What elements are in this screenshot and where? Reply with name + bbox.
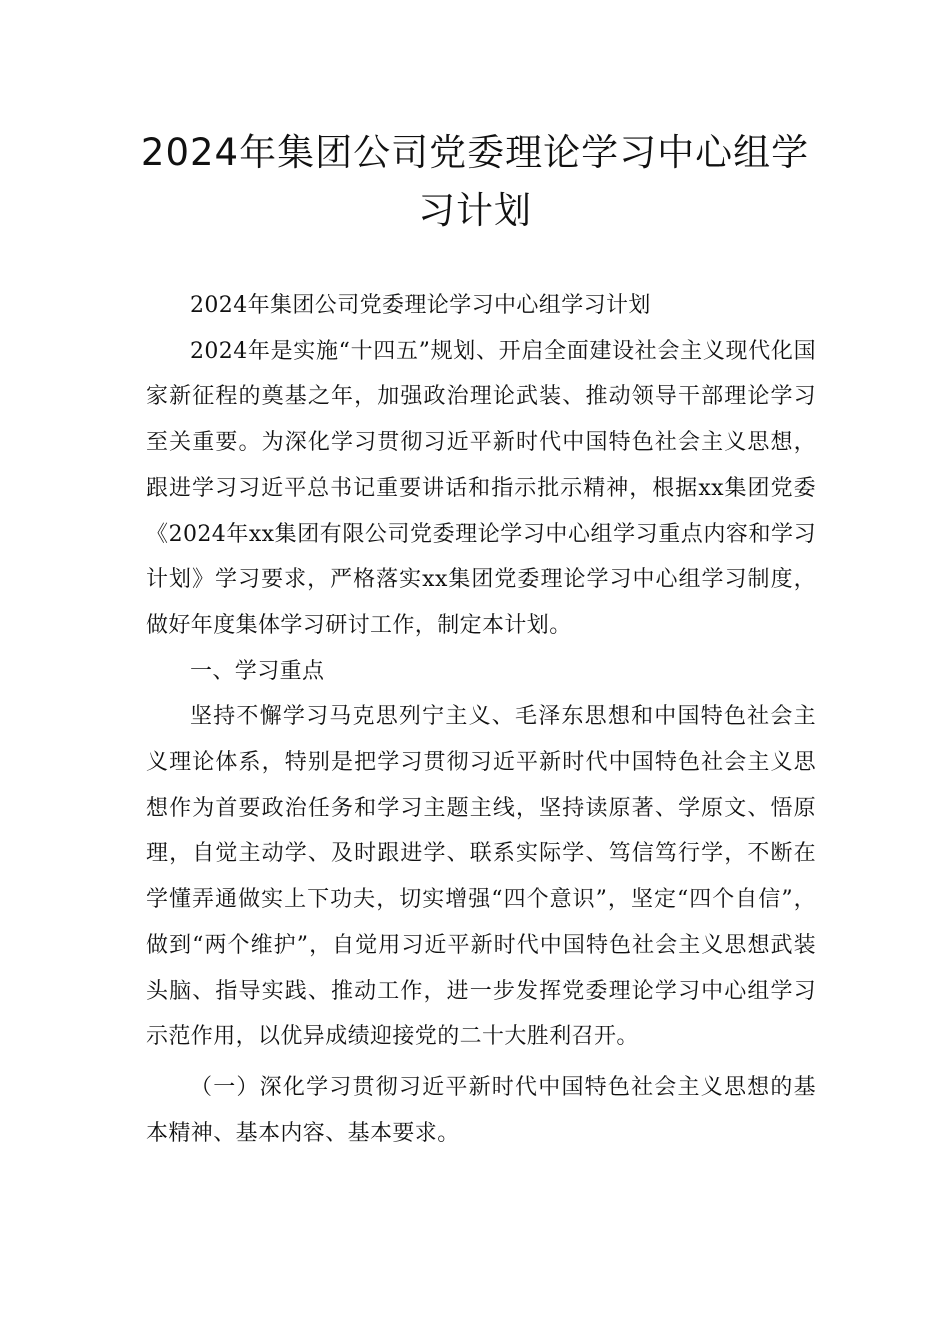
section-heading: 一、学习重点 (190, 658, 325, 684)
document-body (146, 283, 816, 1156)
subsection-heading: （一）深化学习贯彻习近平新时代中国特色社会主义思想的基本精神、基本内容、基本要求。 (146, 1074, 816, 1146)
title-line-2: 习计划 (418, 189, 532, 232)
document-title (120, 124, 830, 240)
subtitle-paragraph: 2024年集团公司党委理论学习中心组学习计划 (190, 293, 651, 318)
intro-paragraph: 2024年是实施“十四五”规划、开启全面建设社会主义现代化国家新征程的奠基之年，加强政治理论武装、推动领导干部理论学习至关重要。为深化学习贯彻习近平新时代中国特色社会主义思想，跟进学习习近平总书记重要讲话和指示批示精神，根据xx集团党委《2024年xx集团有限公司党委理论学习中心组学习重点内容和学习计划》学习要求，严格落实xx集团党委理论学习中心组学习制度，做好年度集体学习研讨工作，制定本计划。 (146, 338, 816, 638)
title-line-1: 2024年集团公司党委理论学习中心组学 (140, 131, 810, 174)
study-focus-paragraph: 坚持不懈学习马克思列宁主义、毛泽东思想和中国特色社会主义理论体系，特别是把学习贯彻习近平新时代中国特色社会主义思想作为首要政治任务和学习主题主线，坚持读原著、学原文、悟原理，自觉主动学、及时跟进学、联系实际学、笃信笃行学，不断在学懂弄通做实上下功夫，切实增强“四个意识”，坚定“四个自信”，做到“两个维护”，自觉用习近平新时代中国特色社会主义思想武装头脑、指导实践、推动工作，进一步发挥党委理论学习中心组学习示范作用，以优异成绩迎接党的二十大胜利召开。 (146, 704, 816, 1050)
